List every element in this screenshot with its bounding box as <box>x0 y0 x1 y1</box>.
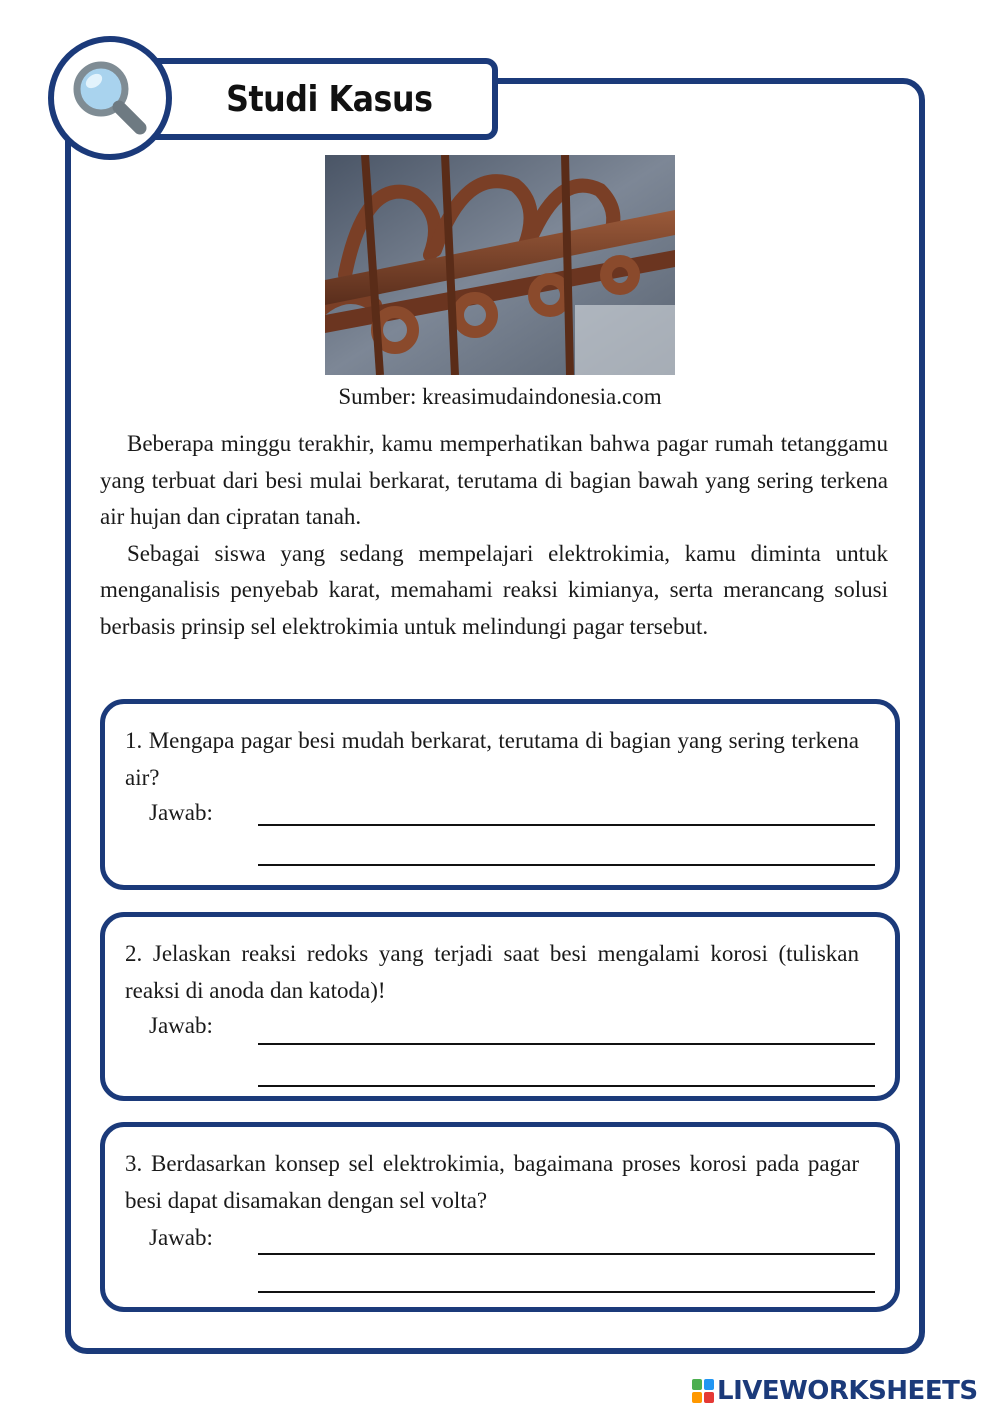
answer-line[interactable] <box>258 1253 875 1255</box>
liveworksheets-icon <box>692 1379 714 1403</box>
rusty-fence-photo <box>325 155 675 375</box>
title-tab <box>120 58 498 140</box>
title-icon-badge <box>48 36 172 160</box>
answer-label: Jawab: <box>149 1013 213 1038</box>
brand-name: LIVEWORKSHEETS <box>717 1376 978 1406</box>
answer-line[interactable] <box>258 1043 875 1045</box>
page-title: Studi Kasus <box>225 78 433 120</box>
question-text: 2. Jelaskan reaksi redoks yang terjadi saat besi mengalami korosi (tuliskan reaksi di anoda dan katoda)! <box>125 941 859 1003</box>
paragraph: Beberapa minggu terakhir, kamu memperhatikan bahwa pagar rumah tetanggamu yang terbuat dari besi mulai berkarat, terutama di bagian bawah yang sering terkena air hujan dan cipratan tanah. <box>100 431 888 529</box>
question-box-1 <box>100 699 900 890</box>
magnifier-icon <box>68 56 152 140</box>
question-box-2 <box>100 912 900 1101</box>
answer-line[interactable] <box>258 824 875 826</box>
answer-line[interactable] <box>258 864 875 866</box>
paragraph: Sebagai siswa yang sedang mempelajari elektrokimia, kamu diminta untuk menganalisis penyebab karat, memahami reaksi kimianya, serta merancang solusi berbasis prinsip sel elektrokimia untuk melindungi pagar tersebut. <box>100 540 888 639</box>
case-description <box>100 426 888 645</box>
question-text: 1. Mengapa pagar besi mudah berkarat, terutama di bagian yang sering terkena air? <box>125 728 859 790</box>
answer-line[interactable] <box>258 1085 875 1087</box>
answer-label: Jawab: <box>149 1225 213 1250</box>
answer-line[interactable] <box>258 1291 875 1293</box>
image-caption: Sumber: kreasimudaindonesia.com <box>338 384 662 409</box>
answer-label: Jawab: <box>149 800 213 825</box>
brand-logo[interactable] <box>692 1376 978 1406</box>
question-text: 3. Berdasarkan konsep sel elektrokimia, bagaimana proses korosi pada pagar besi dapat disamakan dengan sel volta? <box>125 1151 859 1213</box>
question-box-3 <box>100 1122 900 1312</box>
